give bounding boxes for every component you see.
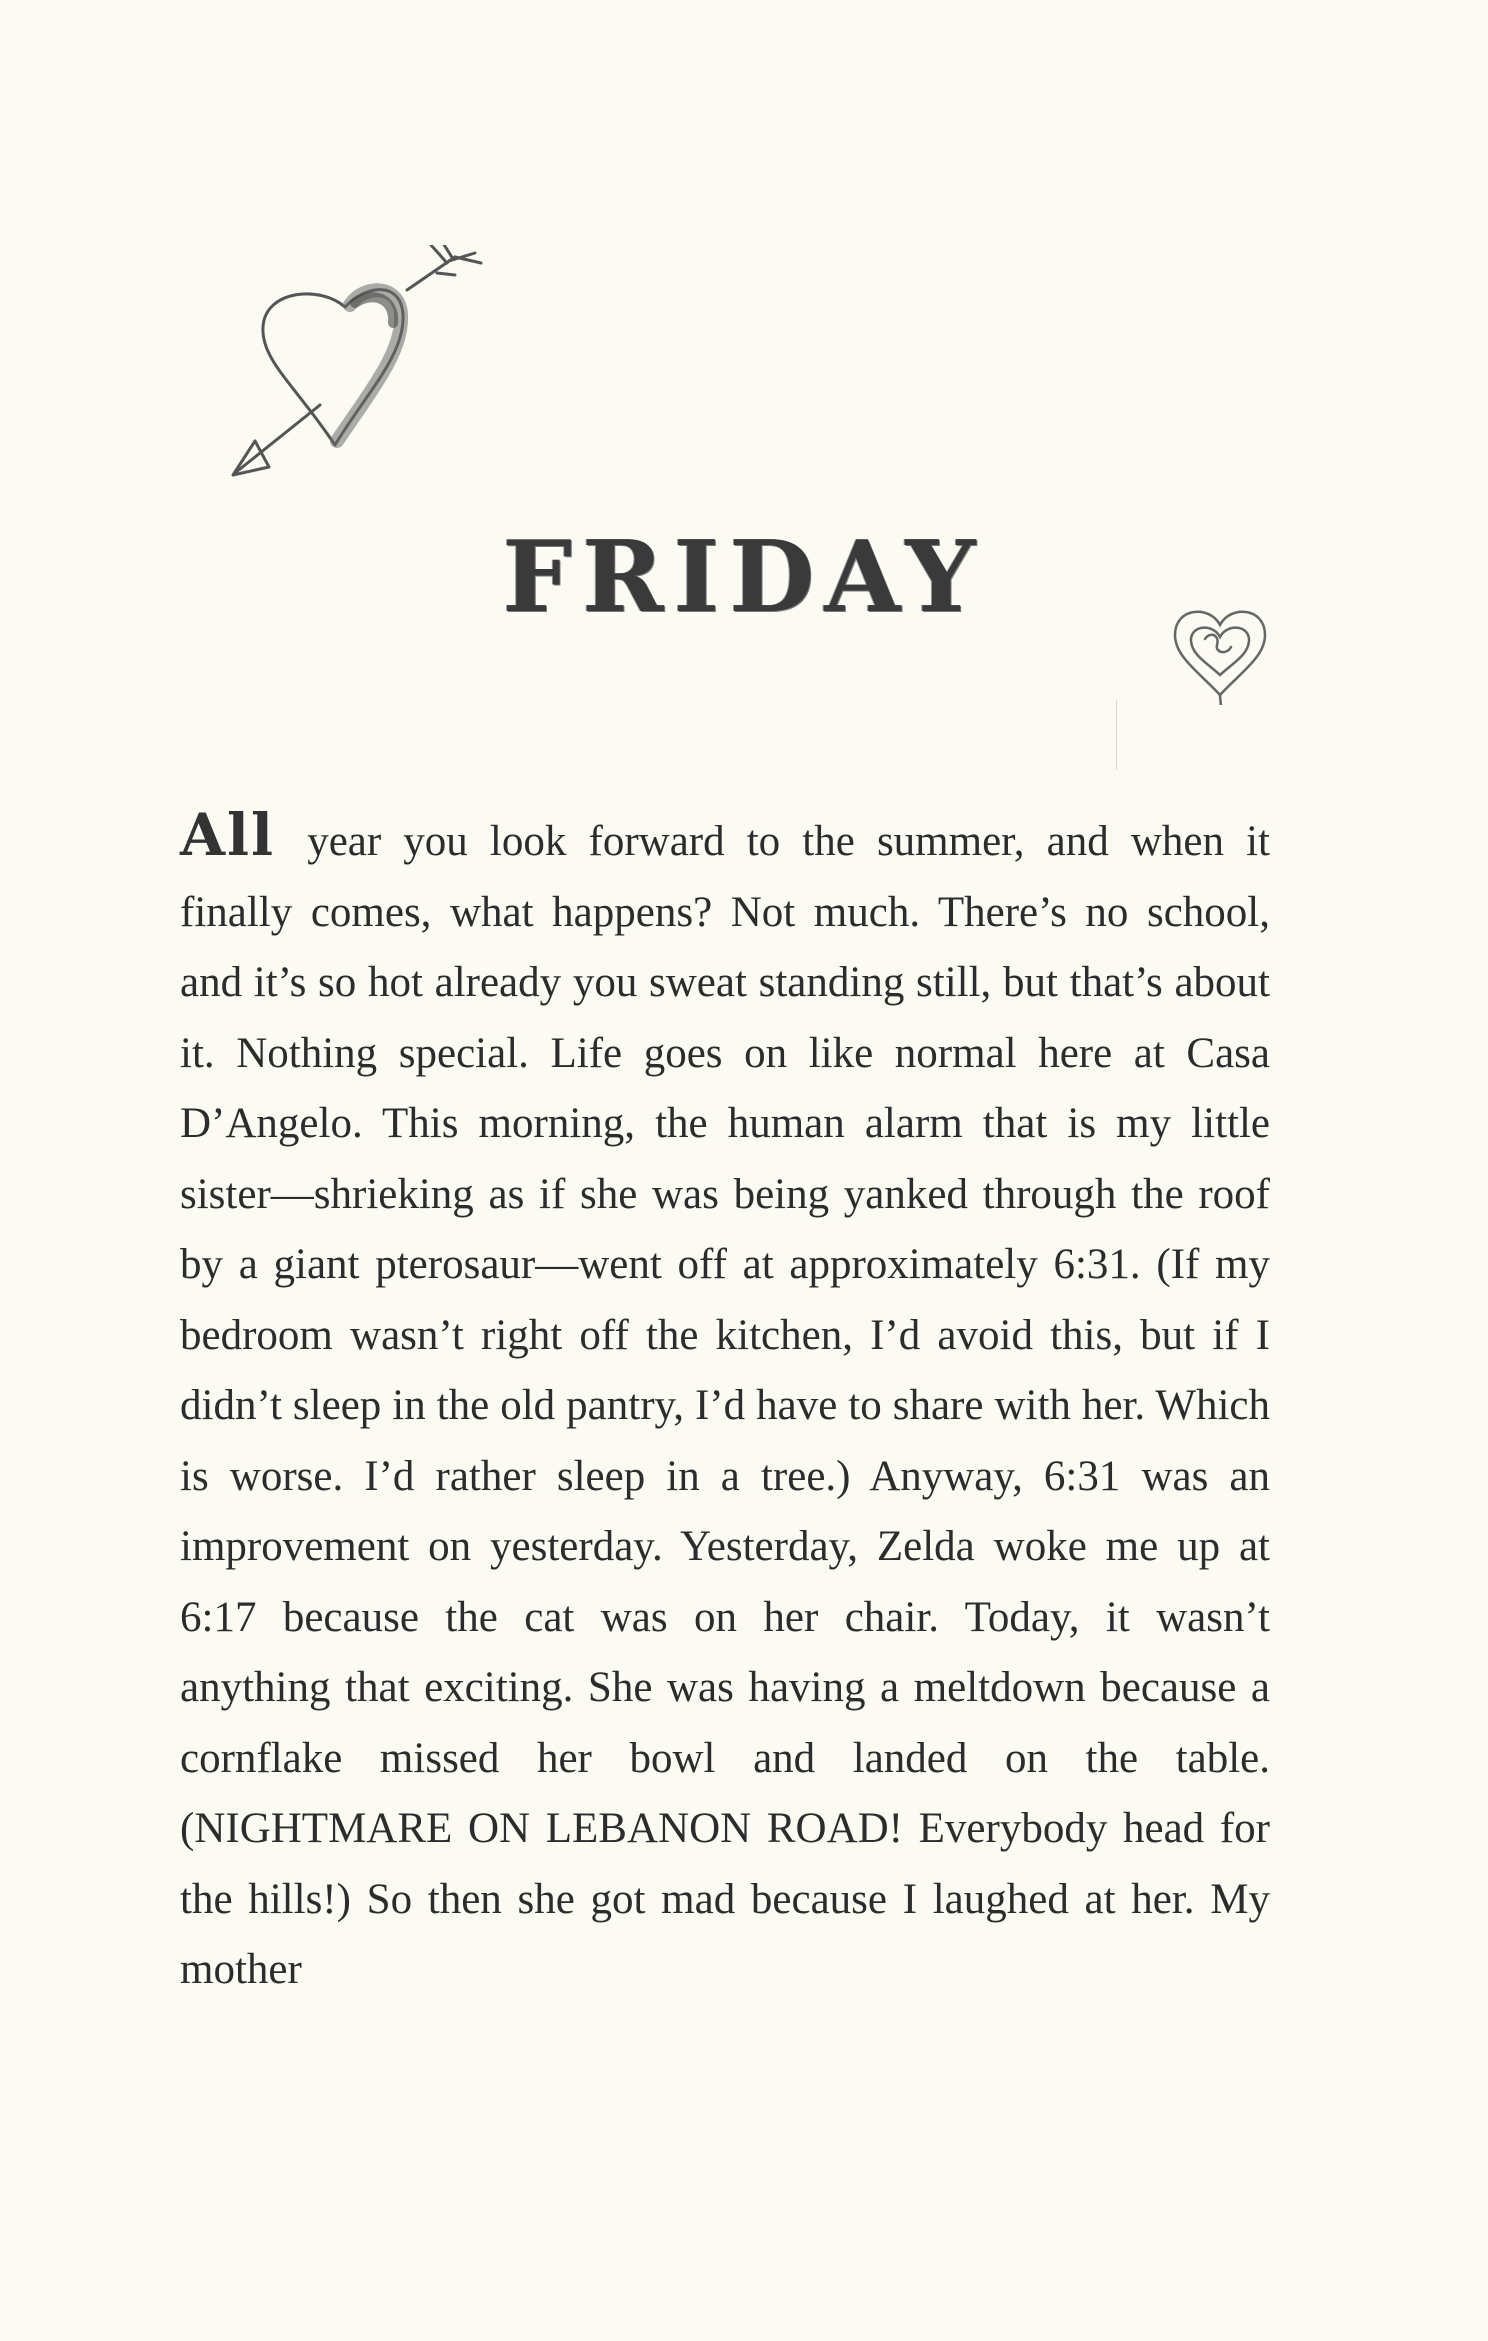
small-heart-icon: [1165, 595, 1275, 705]
divider-line: [1116, 700, 1117, 770]
body-paragraph: [180, 800, 1270, 2006]
paragraph-text: year you look forward to the summer, and when it finally comes, what happens? Not much. There’s no school, and it’s so hot already you sweat standing still, but that’s about it. Nothing special. Life goes on like normal here at Casa D’Angelo. This morning, the human alarm that is my little sister—shrieking as if she was being yanked through the roof by a giant pterosaur—went off at approximately 6:31. (If my bedroom wasn’t right off the kitchen, I’d avoid this, but if I didn’t sleep in the old pantry, I’d have to share with her. Which is worse. I’d rather sleep in a tree.) Anyway, 6:31 was an improvement on yesterday. Yesterday, Zelda woke me up at 6:17 because the cat was on her chair. Today, it wasn’t anything that exciting. She was having a meltdown because a cornflake missed her bowl and landed on the table. (NIGHTMARE ON LEBANON ROAD! Everybody head for the hills!) So then she got mad because I laughed at her. My mother: [180, 818, 1270, 1993]
dropcap-word: All: [180, 801, 276, 869]
heart-with-arrow-icon: [225, 245, 485, 485]
chapter-title: FRIDAY: [502, 520, 986, 635]
